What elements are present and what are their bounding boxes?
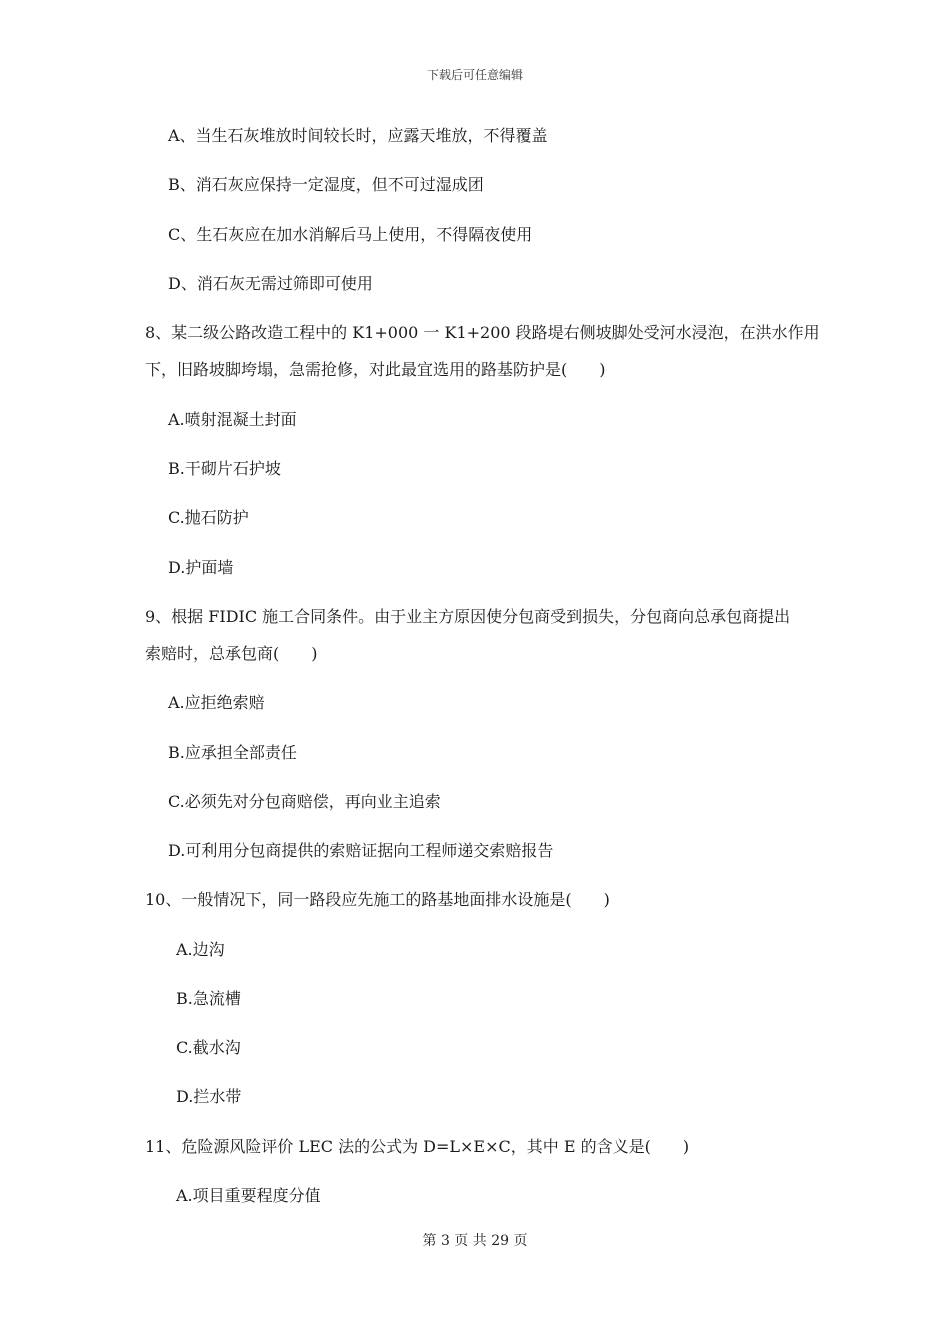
question-9-option-c: C.必须先对分包商赔偿，再向业主追索 [168,792,441,811]
prev-option-b: B、消石灰应保持一定湿度，但不可过湿成团 [168,175,484,194]
question-11-option-a: A.项目重要程度分值 [176,1186,321,1205]
question-9-option-b: B.应承担全部责任 [168,743,297,762]
page-footer: 第 3 页 共 29 页 [422,1233,528,1249]
question-9-line-2: 索赔时，总承包商( ) [145,644,318,663]
question-11-line-1: 11、危险源风险评价 LEC 法的公式为 D=L×E×C，其中 E 的含义是( ) [145,1137,690,1156]
prev-option-d: D、消石灰无需过筛即可使用 [168,274,373,293]
question-10-option-b: B.急流槽 [176,989,241,1008]
question-10-line-1: 10、一般情况下，同一路段应先施工的路基地面排水设施是( ) [145,890,610,909]
question-10-option-c: C.截水沟 [176,1038,241,1057]
question-9-option-d: D.可利用分包商提供的索赔证据向工程师递交索赔报告 [168,841,554,860]
prev-option-a: A、当生石灰堆放时间较长时，应露天堆放，不得覆盖 [168,126,548,145]
question-8-line-2: 下，旧路坡脚垮塌，急需抢修，对此最宜选用的路基防护是( ) [145,360,606,379]
question-10-option-d: D.拦水带 [176,1087,242,1106]
question-8-option-d: D.护面墙 [168,558,234,577]
page-header: 下载后可任意编辑 [426,68,523,82]
prev-option-c: C、生石灰应在加水消解后马上使用，不得隔夜使用 [168,225,533,244]
question-8-option-c: C.抛石防护 [168,508,249,527]
question-9-option-a: A.应拒绝索赔 [168,693,265,712]
question-9-line-1: 9、根据 FIDIC 施工合同条件。由于业主方原因使分包商受到损失，分包商向总承包商提出 [145,607,791,626]
question-10-option-a: A.边沟 [176,940,225,959]
question-8-option-b: B.干砌片石护坡 [168,459,281,478]
question-8-line-1: 8、某二级公路改造工程中的 K1+000 一 K1+200 段路堤右侧坡脚处受河水浸泡，在洪水作用 [145,323,820,342]
question-8-option-a: A.喷射混凝土封面 [168,410,297,429]
